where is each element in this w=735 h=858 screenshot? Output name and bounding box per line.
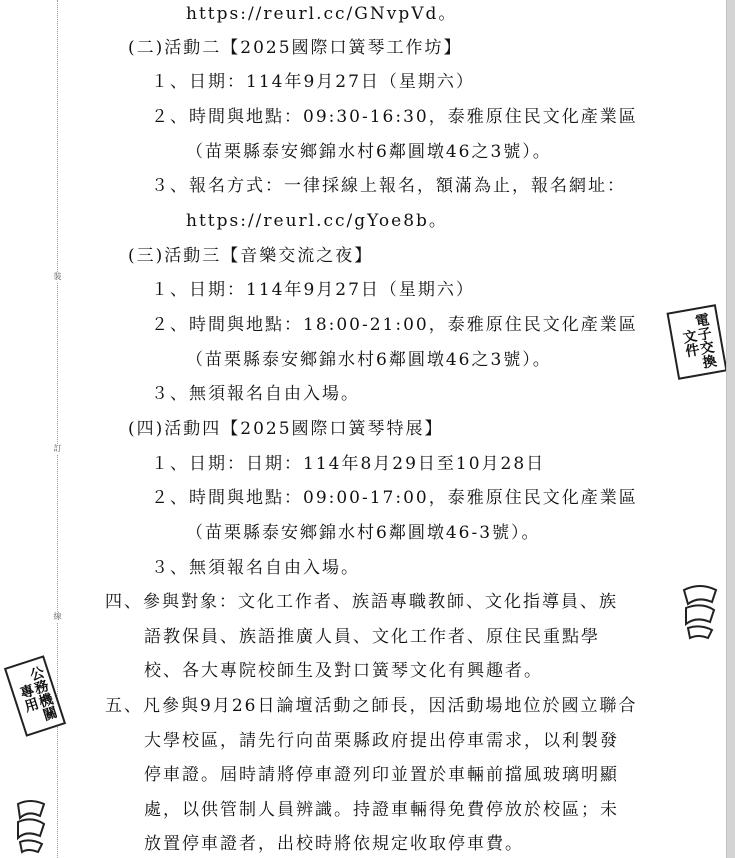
section-five-line5: 放置停車證者，出校時將依規定收取停車費。: [144, 834, 524, 854]
section-four-line2: 語教保員、族語推廣人員、文化工作者、原住民重點學: [144, 627, 600, 647]
activity2-address: （苗栗縣泰安鄉錦水村6鄰圓墩46之3號）。: [186, 142, 552, 162]
section-activity4-heading: (四)活動四【2025國際口簧琴特展】: [128, 419, 444, 439]
binding-line: [57, 0, 58, 858]
section-five-line4: 處，以供管制人員辨識。持證車輛得免費停放於校區；未: [144, 800, 619, 820]
activity3-address: （苗栗縣泰安鄉錦水村6鄰圓墩46之3號）。: [186, 350, 552, 370]
section-activity2-heading: (二)活動二【2025國際口簧琴工作坊】: [128, 38, 463, 58]
section-five-parking: 五、凡參與9月26日論壇活動之師長，因活動場地位於國立聯合: [105, 696, 638, 716]
binding-mark-ding: 訂: [53, 444, 62, 453]
url-line-activity1: https://reurl.cc/GNvpVd。: [186, 4, 458, 24]
section-four-line3: 校、各大專院校師生及對口簧琴文化有興趣者。: [144, 661, 543, 681]
activity4-address: （苗栗縣泰安鄉錦水村6鄰圓墩46-3號）。: [186, 523, 541, 543]
url-line-activity2: https://reurl.cc/gYoe8b。: [186, 211, 448, 231]
section-four-participants: 四、參與對象：文化工作者、族語專職教師、文化指導員、族: [105, 592, 618, 612]
activity2-date: １、日期：114年9月27日（星期六）: [151, 72, 475, 92]
activity2-time-place: ２、時間與地點：09:30-16:30，泰雅原住民文化產業區: [151, 107, 638, 127]
activity4-entry: ３、無須報名自由入場。: [151, 558, 360, 578]
section-five-line3: 停車證。屆時請將停車證列印並置於車輛前擋風玻璃明顯: [144, 765, 619, 785]
electronic-document-stamp: 電子交換文件: [666, 304, 727, 380]
activity3-date: １、日期：114年9月27日（星期六）: [151, 280, 475, 300]
activity3-time-place: ２、時間與地點：18:00-21:00，泰雅原住民文化產業區: [151, 315, 638, 335]
seam-seal-left: [14, 798, 48, 854]
vertical-scrollbar[interactable]: [726, 0, 735, 858]
activity3-entry: ３、無須報名自由入場。: [151, 384, 360, 404]
activity4-date: １、日期：日期：114年8月29日至10月28日: [151, 454, 546, 474]
section-five-line2: 大學校區，請先行向苗栗縣政府提出停車需求，以利製發: [144, 731, 619, 751]
binding-mark-zhuang: 裝: [53, 272, 62, 281]
official-seal-stamp: 公務機關專用: [4, 655, 66, 736]
binding-mark-xian: 線: [53, 612, 62, 621]
section-activity3-heading: (三)活動三【音樂交流之夜】: [128, 246, 374, 266]
activity4-time-place: ２、時間與地點：09:00-17:00，泰雅原住民文化產業區: [151, 488, 638, 508]
seam-seal-right: [680, 582, 720, 640]
activity2-registration: ３、報名方式：一律採線上報名，額滿為止，報名網址：: [151, 176, 626, 196]
